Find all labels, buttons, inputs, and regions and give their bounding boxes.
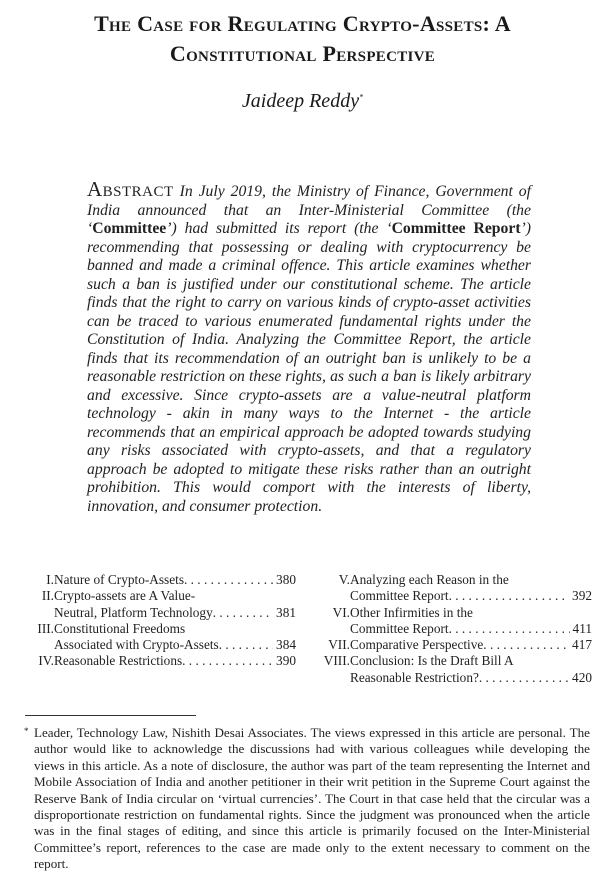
toc-entry-page: 411 — [572, 620, 592, 636]
toc-entry-title: Conclusion: Is the Draft Bill A — [350, 653, 514, 669]
toc-entry-title-cont: Reasonable Restriction? — [350, 669, 479, 685]
abstract-text-3: ’) recommending that possessing or dealing with cryptocurrency be banned and made a criminal offence. This article examines whether such a ban is justified under our constitutional scheme. The article finds that the right to carry on various kinds of crypto-asset activities can be traced to various enumerated fundamental rights under the Constitution of India. Analyzing the Committee Report, the article finds that its recommendation of an outright ban is unlikely to be a reasonable restriction on these rights, as such a ban is likely arbitrary and excessive. Since crypto-assets are a value-neutral platform technology - akin in many ways to the Internet - the article recommends that an empirical approach be adopted towards studying any risks associated with crypto-assets, and that a regulatory approach be adopted to mitigate these risks rather than an outright prohibition. This would comport with the interests of liberty, innovation, and consumer protection. — [87, 220, 531, 515]
toc-leader-dots — [483, 637, 569, 653]
abstract-paragraph — [87, 177, 531, 516]
toc-leader-dots — [182, 653, 273, 669]
article-title-line-1: The Case for Regulating Crypto-Assets: A — [94, 11, 511, 36]
toc-leader-dots — [449, 588, 569, 604]
toc-entry-1[interactable] — [18, 572, 296, 588]
toc-entry-title-cont: Committee Report — [350, 620, 449, 636]
author-byline — [0, 90, 605, 113]
toc-entry-title: Analyzing each Reason in the — [350, 572, 509, 587]
abstract-label: Abstract — [87, 177, 174, 201]
toc-entry-title: Constitutional Freedoms — [54, 620, 186, 636]
toc-entry-number: VI. — [332, 604, 350, 620]
toc-entry-page: 390 — [276, 653, 296, 669]
toc-entry-page: 384 — [276, 637, 296, 653]
toc-entry-8[interactable] — [318, 653, 592, 686]
toc-leader-dots — [449, 621, 570, 637]
abstract-term-committee-report: Committee Report — [391, 220, 521, 237]
toc-entry-page: 420 — [572, 669, 592, 685]
abstract-term-committee: Committee — [92, 220, 167, 237]
toc-entry-title: Crypto-assets are A Value- — [54, 588, 196, 604]
toc-entry-4[interactable] — [18, 653, 296, 669]
table-of-contents-right — [318, 572, 592, 686]
toc-entry-title-cont: Associated with Crypto-Assets — [54, 637, 219, 653]
toc-entry-number: III. — [37, 620, 54, 636]
toc-entry-number: VIII. — [323, 653, 350, 669]
table-of-contents-left — [18, 572, 296, 670]
toc-entry-7[interactable] — [318, 637, 592, 653]
toc-entry-page: 417 — [572, 637, 592, 653]
toc-entry-number: II. — [41, 588, 54, 604]
toc-entry-number: V. — [338, 572, 350, 587]
toc-entry-title: Other Infirmities in the — [350, 604, 473, 620]
toc-entry-title: Reasonable Restrictions — [54, 653, 183, 669]
toc-entry-page: 381 — [276, 604, 296, 620]
toc-leader-dots — [213, 605, 273, 621]
author-name: Jaideep Reddy — [241, 90, 360, 112]
toc-leader-dots — [184, 572, 273, 588]
toc-entry-page: 392 — [572, 588, 592, 604]
article-title-line-2: Constitutional Perspective — [169, 41, 436, 66]
toc-entry-title-cont: Neutral, Platform Technology — [54, 604, 213, 620]
footnote-text: Leader, Technology Law, Nishith Desai Associates. The views expressed in this article are personal. The author would like to acknowledge the discussions had with various colleagues while developing the views in this article. As a note of disclosure, the author was part of the team representing the Internet and Mobile Association of India and another petitioner in their writ petition in the Supreme Court against the Reserve Bank of India circular on ‘virtual currencies’. The Court in that case held that the circular was a disproportionate restriction on fundamental rights. Since the judgment was pronounced when the article was in the final stages of editing, and since this article is primarily focused on the Inter-Ministerial Committee’s report, references to the case are made only to the extent necessary to comment on the report. — [34, 725, 590, 872]
toc-entry-5[interactable] — [318, 572, 592, 605]
toc-leader-dots — [479, 670, 569, 686]
author-footnote-mark[interactable]: * — [359, 92, 364, 102]
abstract-text-2: ’) had submitted its report (the ‘ — [166, 220, 392, 237]
toc-entry-title: Comparative Perspective — [350, 637, 484, 653]
footnote-rule — [25, 715, 196, 716]
toc-entry-6[interactable] — [318, 605, 592, 638]
footnote-mark: * — [24, 726, 29, 736]
toc-entry-page: 380 — [276, 572, 296, 587]
toc-entry-number: VII. — [328, 637, 350, 653]
toc-entry-number: I. — [46, 572, 54, 587]
toc-leader-dots — [219, 637, 273, 653]
abstract-text-1: In July 2019, the Ministry of Finance, Government of India announced that an Inter-Ministerial Committee (the ‘ — [87, 183, 531, 237]
toc-entry-title: Nature of Crypto-Assets — [54, 572, 184, 587]
footnote — [24, 725, 590, 873]
toc-entry-number: IV. — [38, 653, 54, 669]
toc-entry-2[interactable] — [18, 588, 296, 621]
toc-entry-3[interactable] — [18, 621, 296, 654]
toc-entry-title-cont: Committee Report — [350, 588, 449, 604]
